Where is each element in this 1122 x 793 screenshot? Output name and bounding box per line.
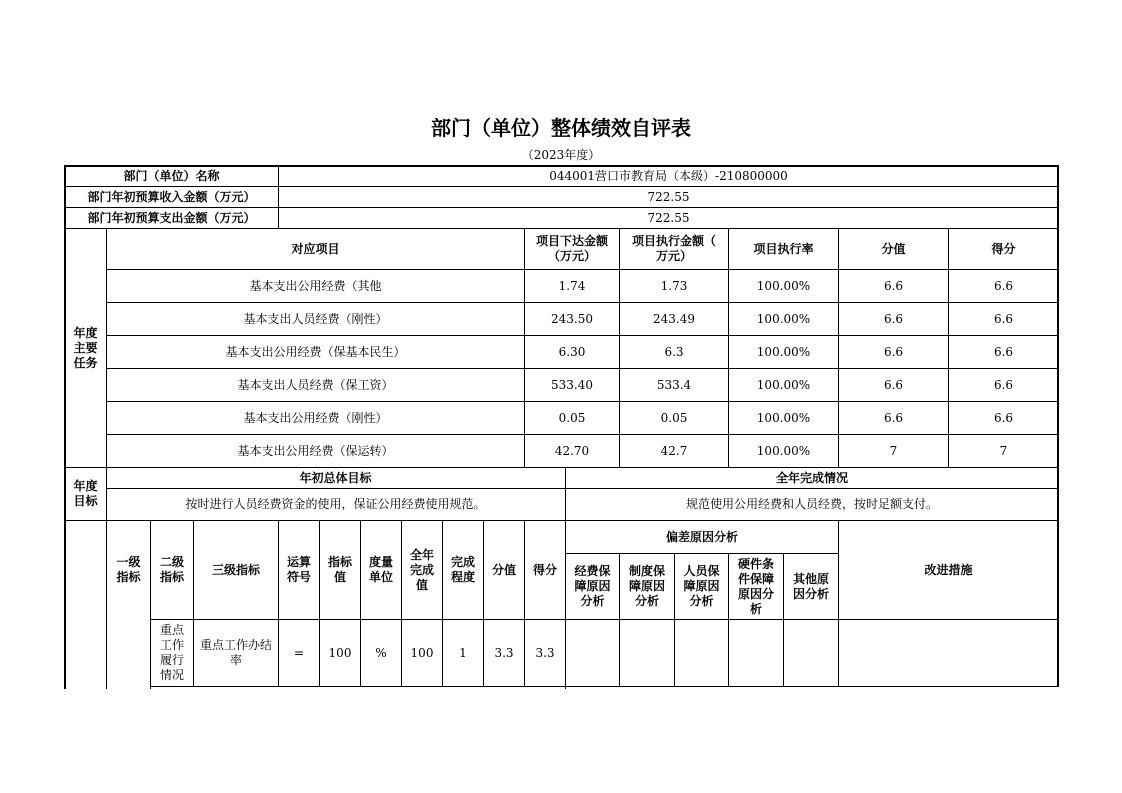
- ind-level2: 重点 工作 履行 情况: [159, 623, 184, 682]
- tasks-header-score-value: 分值: [881, 241, 906, 256]
- task-rate: 100.00%: [756, 344, 811, 359]
- task-item: 基本支出公用经费（其他: [249, 278, 382, 293]
- grid-line: [64, 165, 66, 689]
- grid-line: [948, 228, 949, 468]
- goals-initial-header: 年初总体目标: [299, 470, 372, 485]
- task-executed: 0.05: [660, 410, 688, 425]
- grid-line: [565, 467, 566, 689]
- ind-score-value: 3.3: [494, 645, 514, 660]
- ind-unit: %: [375, 645, 387, 660]
- goals-completion-text: 规范使用公用经费和人员经费，按时足额支付。: [685, 497, 938, 511]
- task-score: 6.6: [993, 311, 1014, 326]
- grid-line: [619, 228, 620, 468]
- grid-line: [106, 302, 1059, 303]
- task-score-value: 6.6: [883, 410, 904, 425]
- task-rate: 100.00%: [756, 410, 811, 425]
- grid-line: [150, 686, 1059, 687]
- dept-value: 044001营口市教育局（本级）-210800000: [549, 168, 788, 183]
- task-score: 7: [999, 443, 1008, 458]
- ind-level3: 重点工作办结 率: [199, 638, 272, 667]
- task-issued: 533.40: [551, 377, 593, 392]
- ind-header-level1: 一级 指标: [116, 555, 141, 584]
- tasks-header-rate: 项目执行率: [753, 241, 814, 256]
- income-label: 部门年初预算收入金额（万元）: [87, 189, 256, 204]
- task-executed: 533.4: [656, 377, 692, 392]
- grid-line: [106, 488, 1059, 489]
- task-issued: 42.70: [554, 443, 590, 458]
- task-executed: 243.49: [653, 311, 695, 326]
- grid-line: [64, 520, 1059, 521]
- task-item: 基本支出公用经费（保运转）: [237, 443, 394, 458]
- grid-line: [319, 520, 320, 687]
- ind-header-score: 得分: [532, 562, 557, 577]
- task-score: 6.6: [993, 344, 1014, 359]
- task-issued: 0.05: [558, 410, 586, 425]
- task-score: 6.6: [993, 410, 1014, 425]
- grid-line: [401, 520, 402, 687]
- ind-operator: =: [293, 645, 305, 660]
- grid-line: [193, 520, 194, 687]
- ind-header-deviation: 偏差原因分析: [665, 529, 738, 544]
- ind-header-dev-hardware: 硬件条 件保障 原因分 析: [737, 556, 774, 616]
- grid-line: [106, 434, 1059, 435]
- task-item: 基本支出公用经费（保基本民生）: [225, 344, 406, 359]
- tasks-side-label: 年度 主要 任务: [73, 325, 98, 370]
- task-issued: 243.50: [551, 311, 593, 326]
- task-score: 6.6: [993, 377, 1014, 392]
- grid-line: [565, 553, 839, 554]
- tasks-header-score: 得分: [991, 241, 1016, 256]
- grid-line: [360, 520, 361, 687]
- grid-line: [106, 335, 1059, 336]
- task-score-value: 6.6: [883, 311, 904, 326]
- grid-line: [442, 520, 443, 687]
- task-score-value: 6.6: [883, 278, 904, 293]
- income-value: 722.55: [647, 189, 690, 204]
- task-executed: 6.3: [664, 344, 684, 359]
- grid-line: [838, 228, 839, 468]
- grid-line: [278, 165, 279, 229]
- task-rate: 100.00%: [756, 377, 811, 392]
- task-item: 基本支出人员经费（保工资）: [237, 377, 394, 392]
- grid-line: [674, 553, 675, 687]
- grid-line: [619, 553, 620, 687]
- grid-line: [1057, 165, 1059, 687]
- page-subtitle: （2023年度）: [521, 148, 601, 162]
- task-score-value: 6.6: [883, 377, 904, 392]
- ind-header-operator: 运算 符号: [286, 555, 311, 584]
- grid-line: [728, 228, 729, 468]
- grid-line: [64, 228, 1059, 229]
- grid-line: [150, 619, 1059, 620]
- ind-header-level2: 二级 指标: [159, 555, 184, 584]
- grid-line: [524, 520, 525, 687]
- grid-line: [106, 228, 107, 689]
- goals-initial-text: 按时进行人员经费资金的使用，保证公用经费使用规范。: [185, 497, 486, 511]
- ind-header-score-value: 分值: [491, 562, 516, 577]
- ind-header-level3: 三级指标: [211, 562, 260, 577]
- ind-header-degree: 完成 程度: [450, 555, 475, 584]
- task-executed: 42.7: [660, 443, 688, 458]
- task-executed: 1.73: [660, 278, 688, 293]
- goals-side-label: 年度 目标: [73, 479, 98, 508]
- task-item: 基本支出公用经费（刚性）: [243, 410, 388, 425]
- ind-header-index-value: 指标 值: [327, 555, 352, 584]
- grid-line: [783, 553, 784, 687]
- ind-header-dev-staff: 人员保 障原因 分析: [683, 564, 720, 608]
- ind-score: 3.3: [535, 645, 555, 660]
- task-score-value: 7: [889, 443, 898, 458]
- ind-header-dev-funding: 经费保 障原因 分析: [574, 564, 611, 608]
- ind-degree: 1: [459, 645, 467, 660]
- grid-line: [728, 553, 729, 687]
- task-score: 6.6: [993, 278, 1014, 293]
- task-item: 基本支出人员经费（刚性）: [243, 311, 388, 326]
- task-rate: 100.00%: [756, 443, 811, 458]
- page-title: 部门（单位）整体绩效自评表: [431, 116, 691, 140]
- grid-line: [150, 520, 151, 689]
- grid-line: [278, 520, 279, 687]
- ind-header-dev-other: 其他原 因分析: [792, 571, 829, 601]
- grid-line: [64, 467, 1059, 468]
- expense-value: 722.55: [647, 210, 690, 225]
- ind-header-dev-system: 制度保 障原因 分析: [628, 564, 665, 608]
- ind-header-improvement: 改进措施: [924, 562, 973, 577]
- ind-header-annual-value: 全年 完成 值: [409, 547, 434, 592]
- task-rate: 100.00%: [756, 311, 811, 326]
- task-score-value: 6.6: [883, 344, 904, 359]
- goals-completion-header: 全年完成情况: [775, 470, 848, 485]
- ind-annual-value: 100: [410, 645, 434, 660]
- tasks-header-executed: 项目执行金额（ 万元）: [631, 234, 716, 263]
- dept-label: 部门（单位）名称: [123, 168, 220, 183]
- grid-line: [524, 228, 525, 468]
- ind-index-value: 100: [328, 645, 352, 660]
- expense-label: 部门年初预算支出金额（万元）: [87, 210, 256, 225]
- grid-line: [106, 368, 1059, 369]
- task-rate: 100.00%: [756, 278, 811, 293]
- grid-line: [483, 520, 484, 687]
- tasks-header-issued: 项目下达金额 （万元）: [535, 234, 608, 263]
- tasks-header-item: 对应项目: [291, 241, 340, 256]
- task-issued: 1.74: [558, 278, 586, 293]
- grid-line: [64, 186, 1059, 187]
- grid-line: [64, 165, 1059, 167]
- task-issued: 6.30: [558, 344, 586, 359]
- grid-line: [106, 269, 1059, 270]
- grid-line: [106, 401, 1059, 402]
- grid-line: [64, 207, 1059, 208]
- grid-line: [838, 520, 839, 687]
- ind-header-unit: 度量 单位: [368, 555, 393, 584]
